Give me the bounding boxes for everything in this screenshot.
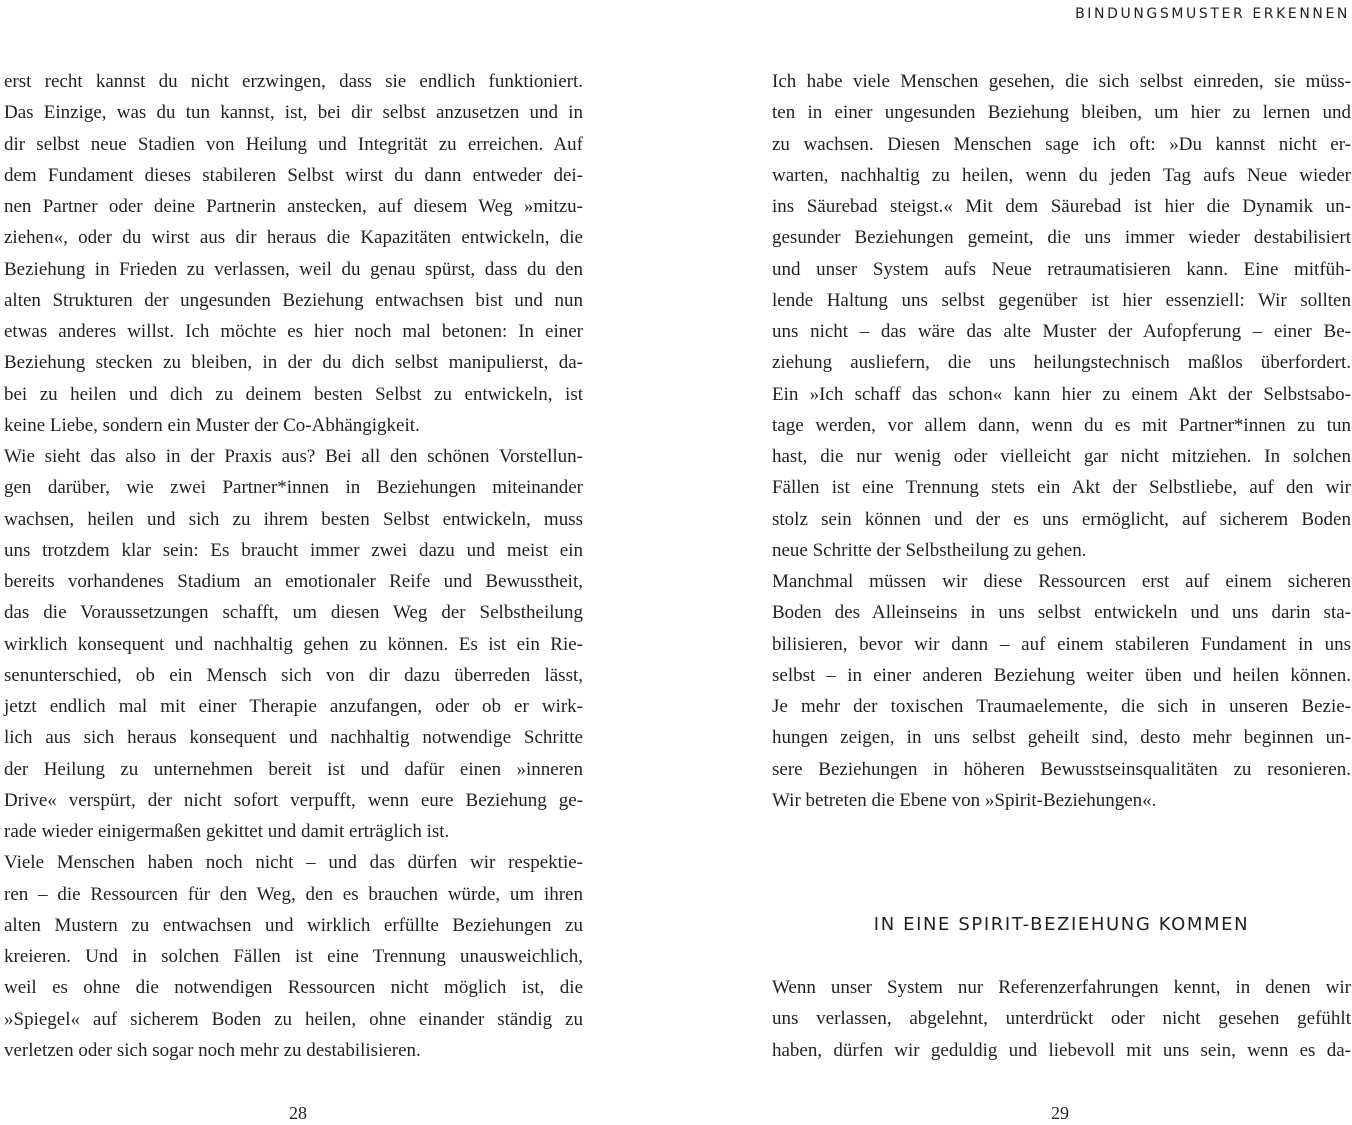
text-line: uns nicht – das wäre das alte Muster der Aufopferung – einer Be- [772,321,1351,342]
text-line: lende Haltung uns selbst gegenüber ist hier essenziell: Wir sollten [772,289,1351,311]
text-line: warten, nachhaltig zu heilen, wenn du jeden Tag aufs Neue wieder [772,164,1351,186]
text-line: der Heilung zu unternehmen bereit ist und dafür einen »inneren [4,758,583,780]
page-number-left: 28 [289,1103,307,1123]
text-line: erst recht kannst du nicht erzwingen, dass sie endlich funktioniert. [4,71,583,92]
text-line: gesunder Beziehungen gemeint, die uns immer wieder destabilisiert [772,227,1351,249]
text-line: wirklich konsequent und nachhaltig gehen zu können. Es ist ein Rie- [4,633,583,655]
text-line: tage werden, vor allem dann, wenn du es mit Partner*innen zu tun [772,414,1351,436]
text-line: stolz sein können und der es uns ermöglicht, auf sicherem Boden [772,508,1351,530]
right-page-body [772,66,1351,816]
text-line: Beziehung in Frieden zu verlassen, weil du genau spürst, dass du den [4,258,583,280]
text-line: neue Schritte der Selbstheilung zu gehen. [772,539,1087,561]
text-line: ren – die Ressourcen für den Weg, den es brauchen würde, um ihren [4,883,583,905]
text-line: bilisieren, bevor wir dann – auf einem stabileren Fundament in uns [772,633,1351,655]
text-line: Manchmal müssen wir diese Ressourcen erst auf einem sicheren [772,571,1351,592]
text-line: alten Strukturen der ungesunden Beziehung entwachsen bist und nun [4,289,583,311]
text-line: gen darüber, wie zwei Partner*innen in Beziehungen miteinander [4,477,583,499]
text-line: senunterschied, ob ein Mensch sich von dir dazu überreden lässt, [4,664,583,686]
section-heading: IN EINE SPIRIT-BEZIEHUNG KOMMEN [873,914,1250,935]
running-head: BINDUNGSMUSTER ERKENNEN [1075,6,1350,22]
text-line: haben, dürfen wir geduldig und liebevoll mit uns sein, wenn es da- [772,1039,1351,1061]
text-line: rade wieder einigermaßen gekittet und damit erträglich ist. [4,821,450,842]
text-line: bereits vorhandenes Stadium an emotionaler Reife und Bewusstheit, [4,571,583,592]
text-line: uns trotzdem klar sein: Es braucht immer zwei dazu und meist ein [4,539,583,561]
text-line: das die Voraussetzungen schafft, um diesen Weg der Selbstheilung [4,602,583,624]
text-line: uns verlassen, abgelehnt, unterdrückt oder nicht gesehen gefühlt [772,1008,1351,1030]
text-line: Ein »Ich schaff das schon« kann hier zu einem Akt der Selbstsabo- [772,383,1351,405]
text-line: selbst – in einer anderen Beziehung weiter üben und heilen können. [772,664,1351,686]
text-line: etwas anderes willst. Ich möchte es hier noch mal betonen: In einer [4,321,583,342]
text-line: Beziehung stecken zu bleiben, in der du dich selbst manipulierst, da- [4,352,583,374]
text-line: bei zu heilen und dich zu deinem besten Selbst zu entwickeln, ist [4,383,583,405]
text-line: Wie sieht das also in der Praxis aus? Bei all den schönen Vorstellun- [4,446,583,467]
text-line: Je mehr der toxischen Traumaelemente, die sich in unseren Bezie- [772,696,1351,717]
text-line: kreieren. Und in solchen Fällen ist eine Trennung unausweichlich, [4,946,583,967]
text-line: hungen zeigen, in uns selbst geheilt sind, desto mehr beginnen un- [772,727,1351,749]
text-line: ins Säurebad steigst.« Mit dem Säurebad ist hier die Dynamik un- [772,196,1351,217]
text-line: »Spiegel« auf sicherem Boden zu heilen, ohne einander ständig zu [4,1008,583,1030]
left-page-body [4,66,583,1066]
text-line: Drive« verspürt, der nicht sofort verpufft, wenn eure Beziehung ge- [4,789,583,811]
text-line: alten Mustern zu entwachsen und wirklich erfüllte Beziehungen zu [4,914,583,936]
right-page-section-body [772,972,1351,1066]
text-line: nen Partner oder deine Partnerin anstecken, auf diesem Weg »mitzu- [4,196,583,217]
text-line: sere Beziehungen in höheren Bewusstseinsqualitäten zu resonieren. [772,758,1351,780]
page-number-right: 29 [1051,1103,1069,1123]
text-line: lich aus sich heraus konsequent und nachhaltig notwendige Schritte [4,727,583,749]
text-line: Das Einzige, was du tun kannst, ist, bei dir selbst anzusetzen und in [4,102,583,124]
text-line: dir selbst neue Stadien von Heilung und Integrität zu erreichen. Auf [4,133,583,155]
text-line: Fällen ist eine Trennung stets ein Akt der Selbstliebe, auf den wir [772,477,1351,499]
text-line: ziehung ausliefern, die uns heilungstechnisch maßlos überfordert. [772,352,1351,374]
text-line: ten in einer ungesunden Beziehung bleiben, um hier zu lernen und [772,102,1351,124]
text-line: jetzt endlich mal mit einer Therapie anzufangen, oder ob er wirk- [4,696,583,717]
text-line: Viele Menschen haben noch nicht – und das dürfen wir respektie- [4,852,583,874]
text-line: dem Fundament dieses stabileren Selbst wirst du dann entweder dei- [4,164,583,186]
text-line: keine Liebe, sondern ein Muster der Co-Abhängigkeit. [4,414,420,436]
text-line: verletzen oder sich sogar noch mehr zu destabilisieren. [4,1039,421,1061]
text-line: wachsen, heilen und sich zu ihrem besten Selbst entwickeln, muss [4,508,583,530]
text-line: weil es ohne die notwendigen Ressourcen nicht möglich ist, die [4,977,583,999]
text-line: hast, die nur wenig oder vielleicht gar nicht mitziehen. In solchen [772,446,1351,467]
text-line: Wenn unser System nur Referenzerfahrungen kennt, in denen wir [772,977,1351,998]
text-line: Wir betreten die Ebene von »Spirit-Beziehungen«. [772,789,1157,811]
text-line: ziehen«, oder du wirst aus dir heraus die Kapazitäten entwickeln, die [4,227,583,249]
text-line: zu wachsen. Diesen Menschen sage ich oft: »Du kannst nicht er- [772,133,1351,155]
text-line: und unser System aufs Neue retraumatisieren kann. Eine mitfüh- [772,258,1351,280]
text-line: Ich habe viele Menschen gesehen, die sich selbst einreden, sie müss- [772,71,1351,92]
text-line: Boden des Alleinseins in uns selbst entwickeln und uns darin sta- [772,602,1351,624]
